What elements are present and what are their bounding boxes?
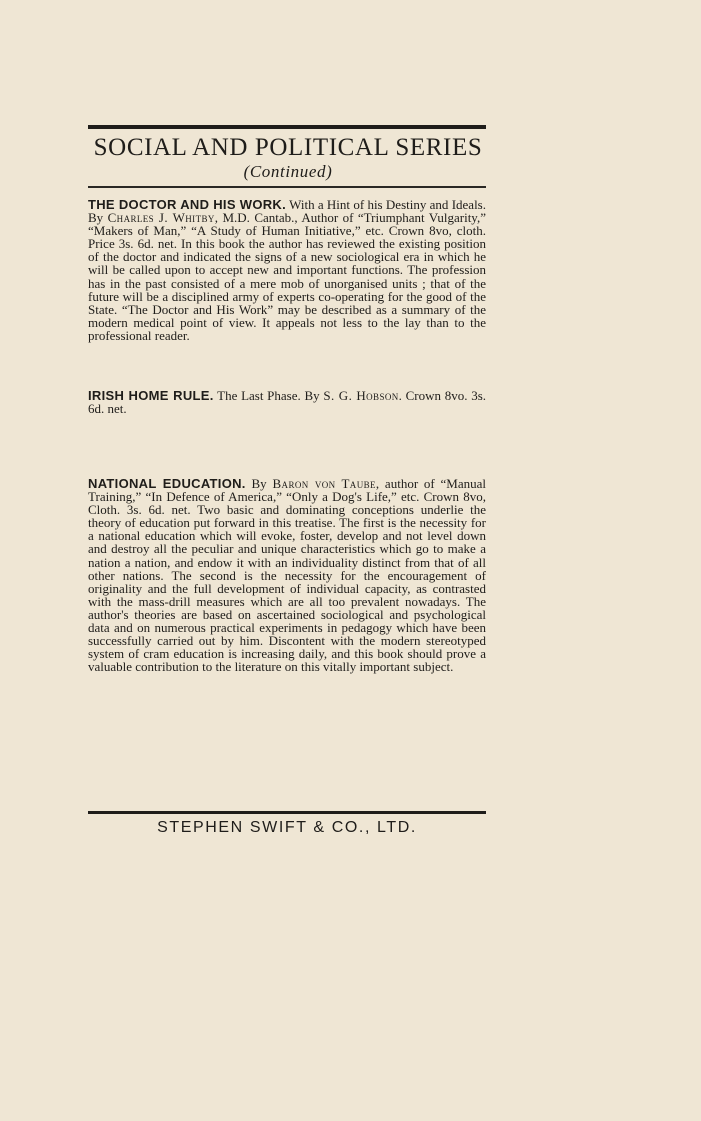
- entry-intro: By: [251, 476, 267, 491]
- series-title: SOCIAL AND POLITICAL SERIES: [93, 134, 483, 161]
- publisher-imprint: STEPHEN SWIFT & CO., LTD.: [157, 819, 417, 836]
- top-rule: [88, 125, 486, 129]
- entry-body: , author of “Manual Training,” “In Defence of America,” “Only a Dog's Life,” etc. Crown 8vo, Cloth. 3s. 6d. net. Two basic and dominating conceptions underlie the theory of education put forward in this treatise. The first is the necessity for a national education which will evoke, foster, develop and not level down and destroy all the peculiar and unique characteristics which go to make a nation a nation, and endow it with an individuality distinct from that of all other nations. The second is the necessity for the encouragement of originality and the full development of individual capacity, as contrasted with the mass-drill measures which are all too prevalent nowadays. The author's theories are based on ascertained sociological and psychological data and on numerous practical experiments in pedagogy which have been successfully carried out by him. Discontent with the modern stereotyped system of cram education is increasing daily, and this book should prove a valuable contribution to the literature on this vitally important subject.: [88, 476, 487, 675]
- entry-body: . Crown 8vo. 3s. 6d. net.: [88, 388, 487, 417]
- book-entry: [88, 389, 486, 415]
- entry-title: IRISH HOME RULE.: [88, 388, 214, 403]
- header-rule: [88, 186, 486, 188]
- entry-title: NATIONAL EDUCATION.: [88, 476, 246, 491]
- book-entry: [88, 477, 486, 673]
- entry-author: S. G. Hobson: [323, 388, 399, 403]
- entry-title: THE DOCTOR AND HIS WORK.: [88, 197, 287, 212]
- footer-rule: [88, 811, 486, 814]
- entry-body: , M.D. Cantab., Author of “Triumphant Vulgarity,” “Makers of Man,” “A Study of Human Initiative,” etc. Crown 8vo, cloth. Price 3s. 6d. net. In this book the author has reviewed the existing position of the doctor and indicated the signs of a new sociological era in which he will be called upon to accept new and important functions. The profession has in the past consisted of a mere mob of unorganised units ; that of the future will be a disciplined army of experts co-operating for the good of the State. “The Doctor and His Work” may be described as a summary of the modern medical point of view. It appeals not less to the lay than to the professional reader.: [88, 210, 486, 343]
- book-entry: [88, 198, 486, 342]
- entry-author: Baron von Taube: [272, 476, 376, 491]
- continued-subtitle: (Continued): [243, 162, 333, 181]
- entry-intro: The Last Phase. By: [217, 388, 320, 403]
- entry-author: Charles J. Whitby: [107, 210, 215, 226]
- entry-intro: With a Hint of his Destiny and Ideals. By: [88, 197, 486, 226]
